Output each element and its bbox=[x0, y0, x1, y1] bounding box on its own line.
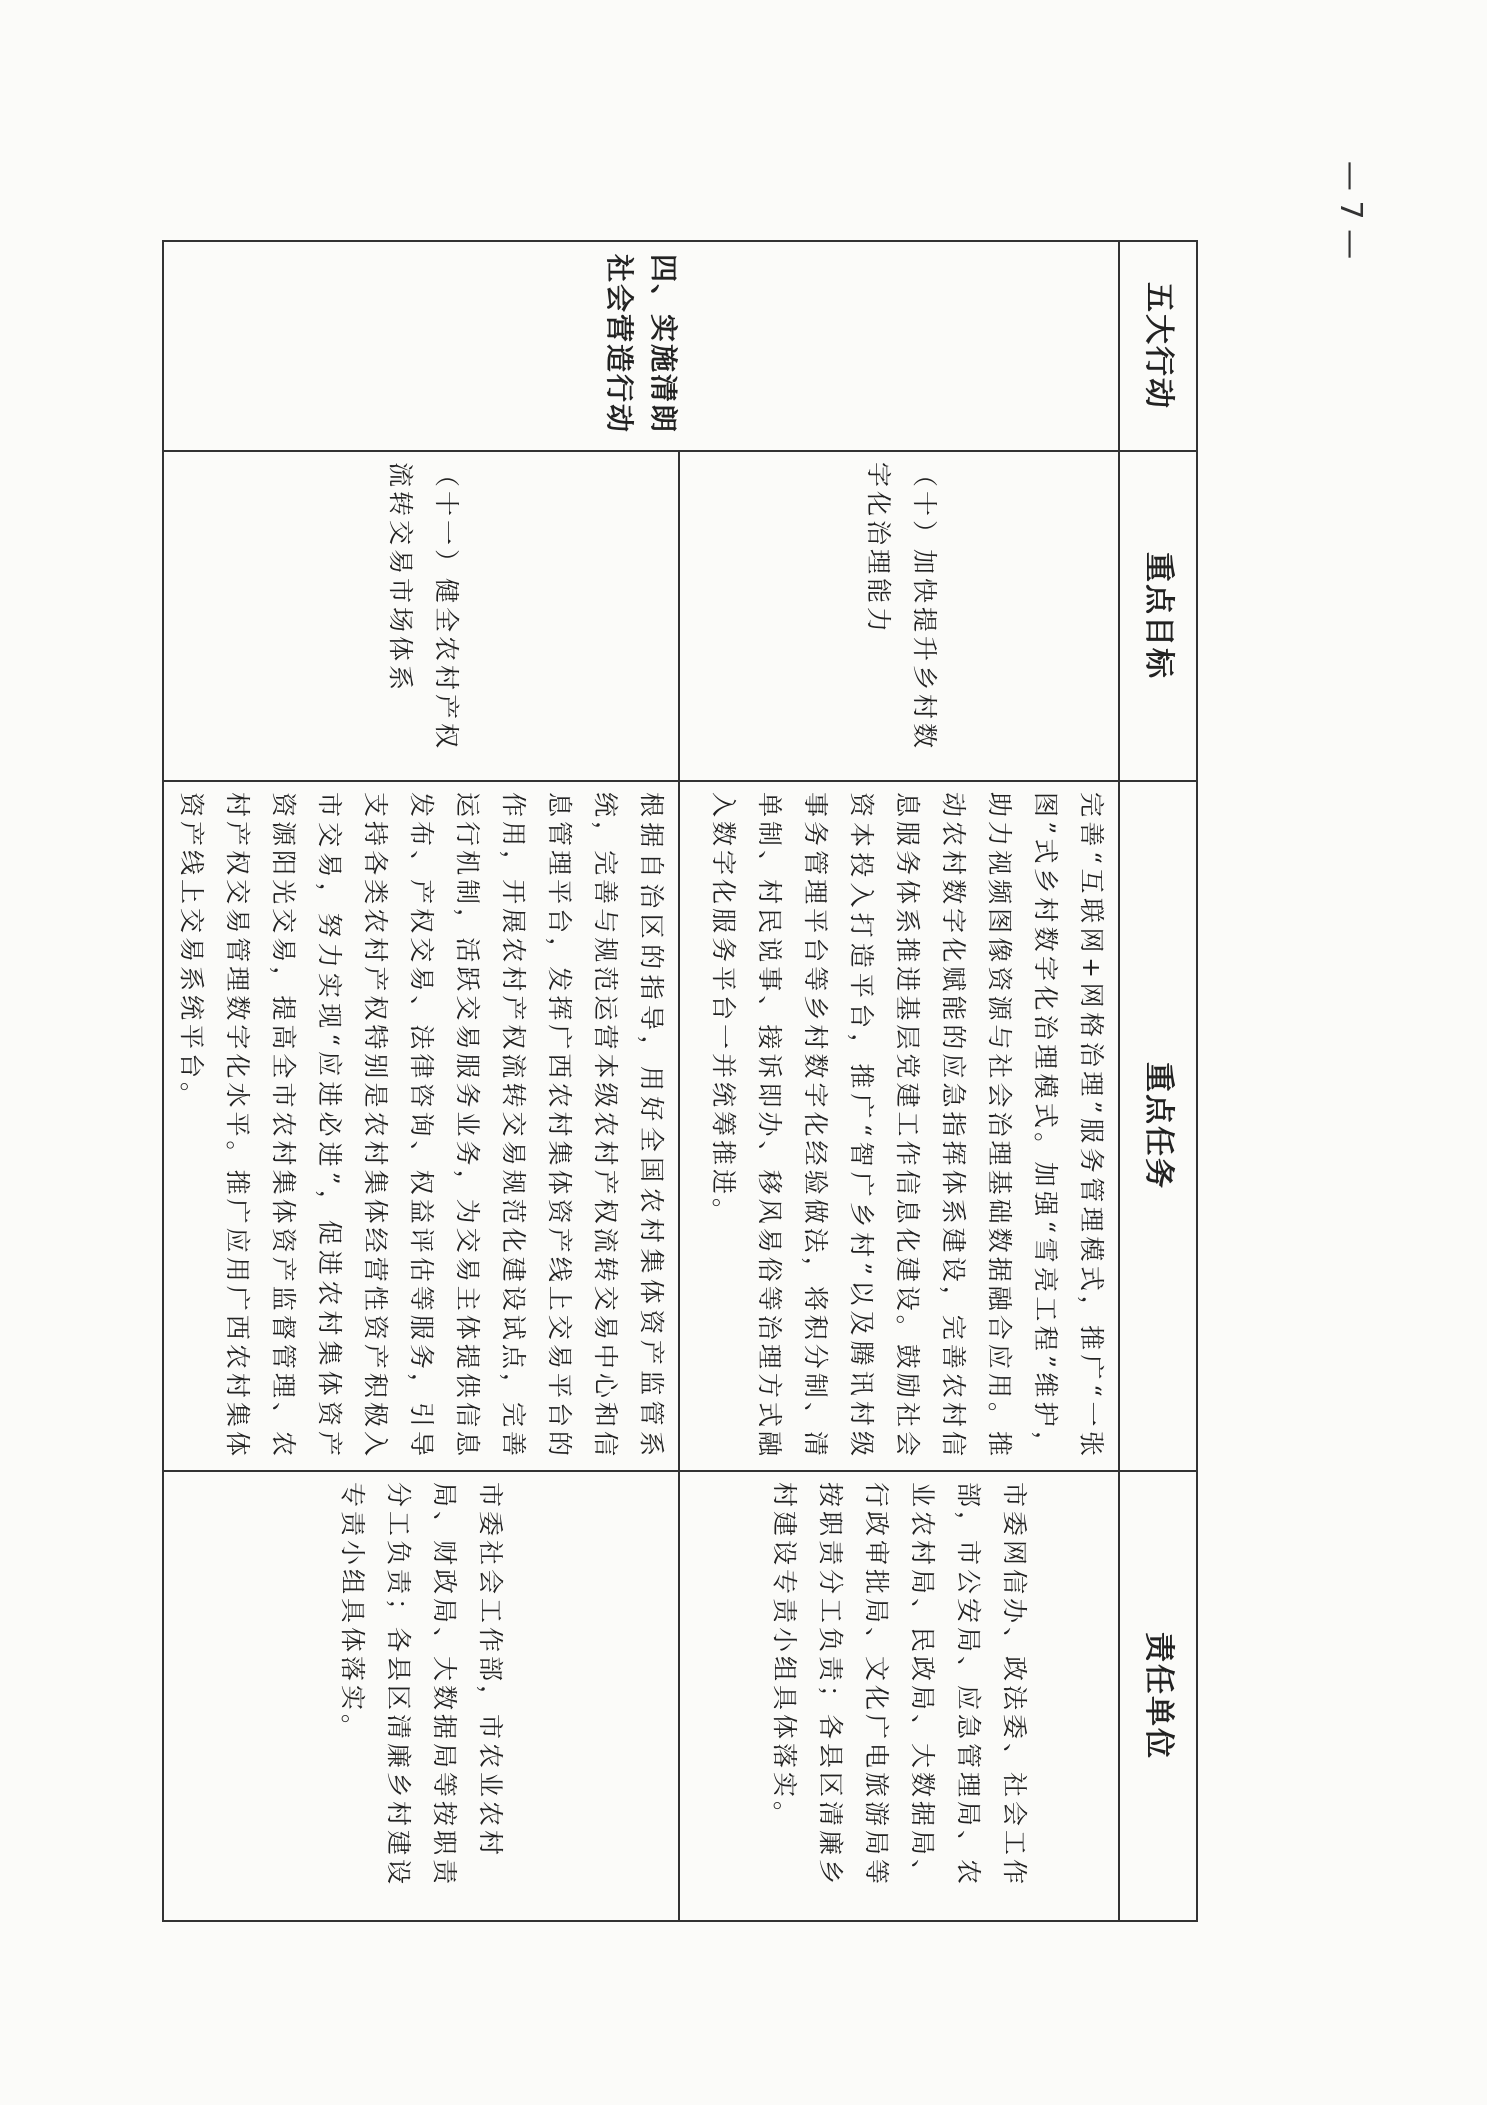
header-unit: 责任单位 bbox=[1119, 1471, 1197, 1921]
task-cell: 根据自治区的指导，用好全国农村集体资产监管系统，完善与规范运营本级农村产权流转交易中心和信息管理平台，发挥广西农村集体资产线上交易平台的作用，开展农村产权流转交易规范化建设试点，完善运行机制，活跃交易服务业务，为交易主体提供信息发布、产权交易、法律咨询、权益评估等服务，引导支持各类农村产权特别是农村集体经营性资产积极入市交易，努力实现“应进必进”，促进农村集体资产资源阳光交易，提高全市农村集体资产监督管理、农村产权交易管理数字化水平。推广应用广西农村集体资产线上交易系统平台。 bbox=[163, 781, 679, 1471]
rotated-table-container bbox=[177, 240, 1198, 1920]
page-number: — 7 — bbox=[1333, 160, 1368, 260]
header-action: 五大行动 bbox=[1119, 241, 1197, 451]
header-target: 重点目标 bbox=[1119, 451, 1197, 781]
action-cell: 四、实施清朗社会营造行动 bbox=[163, 241, 1119, 451]
action-table bbox=[162, 240, 1198, 1922]
task-cell: 完善“互联网+网格治理”服务管理模式，推广“一张图”式乡村数字化治理模式。加强“雪亮工程”维护，助力视频图像资源与社会治理基础数据融合应用。推动农村数字化赋能的应急指挥体系建设，完善农村信息服务体系推进基层党建工作信息化建设。鼓励社会资本投入打造平台，推广“智广乡村”以及腾讯村级事务管理平台等乡村数字化经验做法，将积分制、清单制、村民说事、接诉即办、移风易俗等治理方式融入数字化服务平台一并统筹推进。 bbox=[679, 781, 1119, 1471]
target-cell: （十）加快提升乡村数字化治理能力 bbox=[679, 451, 1119, 781]
header-task: 重点任务 bbox=[1119, 781, 1197, 1471]
table-row bbox=[679, 241, 1119, 1921]
unit-cell: 市委社会工作部，市农业农村局、财政局、大数据局等按职责分工负责；各县区清廉乡村建设专责小组具体落实。 bbox=[163, 1471, 679, 1921]
unit-cell: 市委网信办、政法委、社会工作部，市公安局、应急管理局、农业农村局、民政局、大数据局、行政审批局、文化广电旅游局等按职责分工负责；各县区清廉乡村建设专责小组具体落实。 bbox=[679, 1471, 1119, 1921]
target-cell: （十一）健全农村产权流转交易市场体系 bbox=[163, 451, 679, 781]
header-row bbox=[1119, 241, 1197, 1921]
table-row bbox=[163, 241, 679, 1921]
